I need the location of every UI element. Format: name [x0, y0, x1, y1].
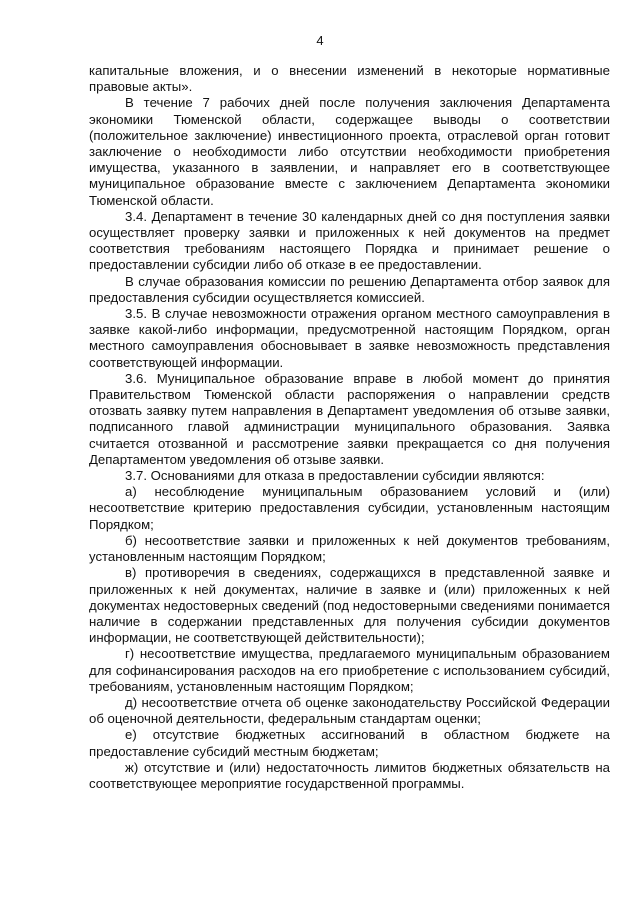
paragraph-conclusion-preparation: В течение 7 рабочих дней после получения заключения Департамента экономики Тюменской области, содержащее выводы о соответствии (положительное заключение) инвестиционного проекта, отраслевой орган готовит заключение о необходимости либо отсутствии необходимости приобретения имущества, указанного в заявлении, и направляет его в соответствующее муниципальное образование вместе с заключением Департамента экономики Тюменской области. [89, 95, 610, 208]
list-item-zh: ж) отсутствие и (или) недостаточность лимитов бюджетных обязательств на соответствующее мероприятие государственной программы. [89, 759, 610, 791]
document-body [89, 63, 610, 792]
list-item-v: в) противоречия в сведениях, содержащихся в представленной заявке и приложенных к ней документах, наличие в заявке и (или) приложенных к ней документах недостоверных сведений (под недостоверными сведениями понимается наличие в содержании представленных для получения субсидии документов информации, не соответствующей действительности); [89, 565, 610, 646]
list-item-d: д) несоответствие отчета об оценке законодательству Российской Федерации об оценочной деятельности, федеральным стандартам оценки; [89, 694, 610, 727]
paragraph-3-6: 3.6. Муниципальное образование вправе в любой момент до принятия Правительством Тюменской области распоряжения о направлении средств отозвать заявку путем направления в Департамент уведомления об отзыве заявки, подписанного главой администрации муниципального образования. Заявка считается отозванной и рассмотрение заявки прекращается со дня получения Департаментом уведомления об отзыве заявки. [89, 370, 610, 467]
list-item-e: е) отсутствие бюджетных ассигнований в областном бюджете на предоставление субсидий местным бюджетам; [89, 727, 610, 759]
paragraph-3-4: 3.4. Департамент в течение 30 календарных дней со дня поступления заявки осуществляет проверку заявки и приложенных к ней документов на предмет соответствия требованиям настоящего Порядка и принимает решение о предоставлении субсидии либо об отказе в ее предоставлении. [89, 208, 610, 273]
paragraph-3-5: 3.5. В случае невозможности отражения органом местного самоуправления в заявке какой-либо информации, предусмотренной настоящим Порядком, орган местного самоуправления обосновывает в заявке невозможность представления соответствующей информации. [89, 306, 610, 370]
paragraph-commission: В случае образования комиссии по решению Департамента отбор заявок для предоставления субсидии осуществляется комиссией. [89, 273, 610, 305]
paragraph-continuation: капитальные вложения, и о внесении изменений в некоторые нормативные правовые акты». [89, 63, 610, 95]
page-number: 4 [316, 33, 324, 48]
list-item-g: г) несоответствие имущества, предлагаемого муниципальным образованием для софинансирования расходов на его приобретение с использованием субсидий, требованиям, установленным настоящим Порядком; [89, 646, 610, 694]
list-item-a: а) несоблюдение муниципальным образованием условий и (или) несоответствие критерию предоставления субсидии, установленным настоящим Порядком; [89, 484, 610, 532]
paragraph-3-7: 3.7. Основаниями для отказа в предоставлении субсидии являются: [125, 468, 545, 484]
list-item-b: б) несоответствие заявки и приложенных к ней документов требованиям, установленным настоящим Порядком; [89, 532, 610, 565]
